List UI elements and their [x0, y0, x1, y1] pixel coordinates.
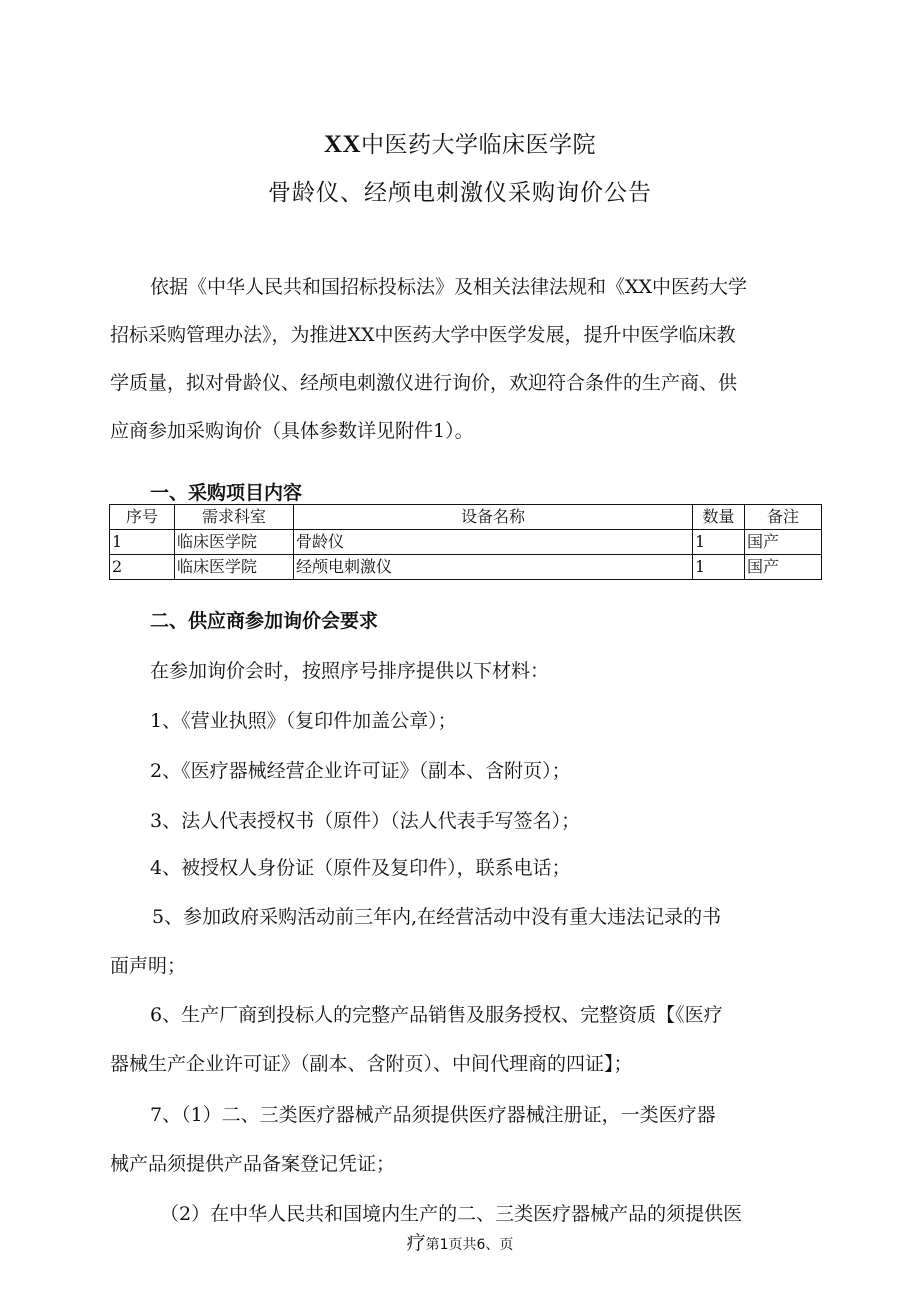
doc-title-line2: 骨龄仪、经颅电刺激仪采购询价公告 [268, 180, 652, 206]
section2-heading: 二、供应商参加询价会要求 [150, 610, 379, 632]
requirement-item: 4、被授权人身份证（原件及复印件），联系电话； [150, 857, 571, 879]
requirement-item-cont: 器械生产企业许可证》（副本、含附页）、中间代理商的四证】； [110, 1053, 633, 1075]
intro-line: 学质量，拟对骨龄仪、经颅电刺激仪进行询价，欢迎符合条件的生产商、供 [110, 372, 738, 394]
table-header-row [110, 505, 822, 530]
table-cell: 1 [693, 530, 745, 555]
table-cell: 国产 [745, 555, 822, 580]
intro-paragraph [110, 263, 822, 455]
requirement-item: 2、《医疗器械经营企业许可证》（副本、含附页）； [150, 760, 571, 782]
requirement-item: 1、《营业执照》（复印件加盖公章）； [150, 710, 457, 732]
table-cell: 经颅电刺激仪 [294, 555, 693, 580]
intro-line: 应商参加采购询价（具体参数详见附件1）。 [110, 420, 474, 442]
table-cell: 1 [693, 555, 745, 580]
table-cell: 临床医学院 [175, 530, 294, 555]
table-cell: 临床医学院 [175, 555, 294, 580]
requirement-item: 7、（1）二、三类医疗器械产品须提供医疗器械注册证，一类医疗器 [150, 1104, 716, 1126]
page-number: 第1页共6、页 [425, 1237, 514, 1253]
header-cell: 备注 [745, 505, 822, 530]
intro-line: 依据《中华人民共和国招标投标法》及相关法律法规和《XX中医药大学 [150, 276, 748, 298]
header-cell: 序号 [110, 505, 175, 530]
header-cell: 需求科室 [175, 505, 294, 530]
table-row [110, 530, 822, 555]
requirement-item: （2）在中华人民共和国境内生产的二、三类医疗器械产品的须提供医 [160, 1203, 743, 1225]
header-cell: 设备名称 [294, 505, 693, 530]
table-cell: 1 [110, 530, 175, 555]
table-cell: 2 [110, 555, 175, 580]
doc-title-line1 [0, 126, 920, 159]
requirement-item-cont: 面声明； [110, 955, 187, 977]
section1-heading: 一、采购项目内容 [150, 482, 303, 504]
page-footer [0, 1228, 920, 1255]
requirement-item: 5、参加政府采购活动前三年内,在经营活动中没有重大违法记录的书 [152, 906, 722, 928]
intro-line: 招标采购管理办法》，为推进XX中医药大学中医学发展，提升中医学临床教 [110, 324, 736, 346]
title-xx: XX [323, 131, 362, 158]
requirement-item: 6、生产厂商到投标人的完整产品销售及服务授权、完整资质【《医疗 [150, 1004, 723, 1026]
table-cell: 国产 [745, 530, 822, 555]
requirement-item: 3、法人代表授权书（原件）（法人代表手写签名）； [150, 810, 581, 832]
title-rest: 中医药大学临床医学院 [361, 132, 597, 158]
header-cell: 数量 [693, 505, 745, 530]
items-table [109, 504, 822, 580]
section2-lead: 在参加询价会时，按照序号排序提供以下材料： [150, 660, 550, 682]
requirement-item-cont: 械产品须提供产品备案登记凭证； [110, 1153, 396, 1175]
table-row [110, 555, 822, 580]
continued-text: 疗 [406, 1232, 426, 1254]
table-cell: 骨龄仪 [294, 530, 693, 555]
